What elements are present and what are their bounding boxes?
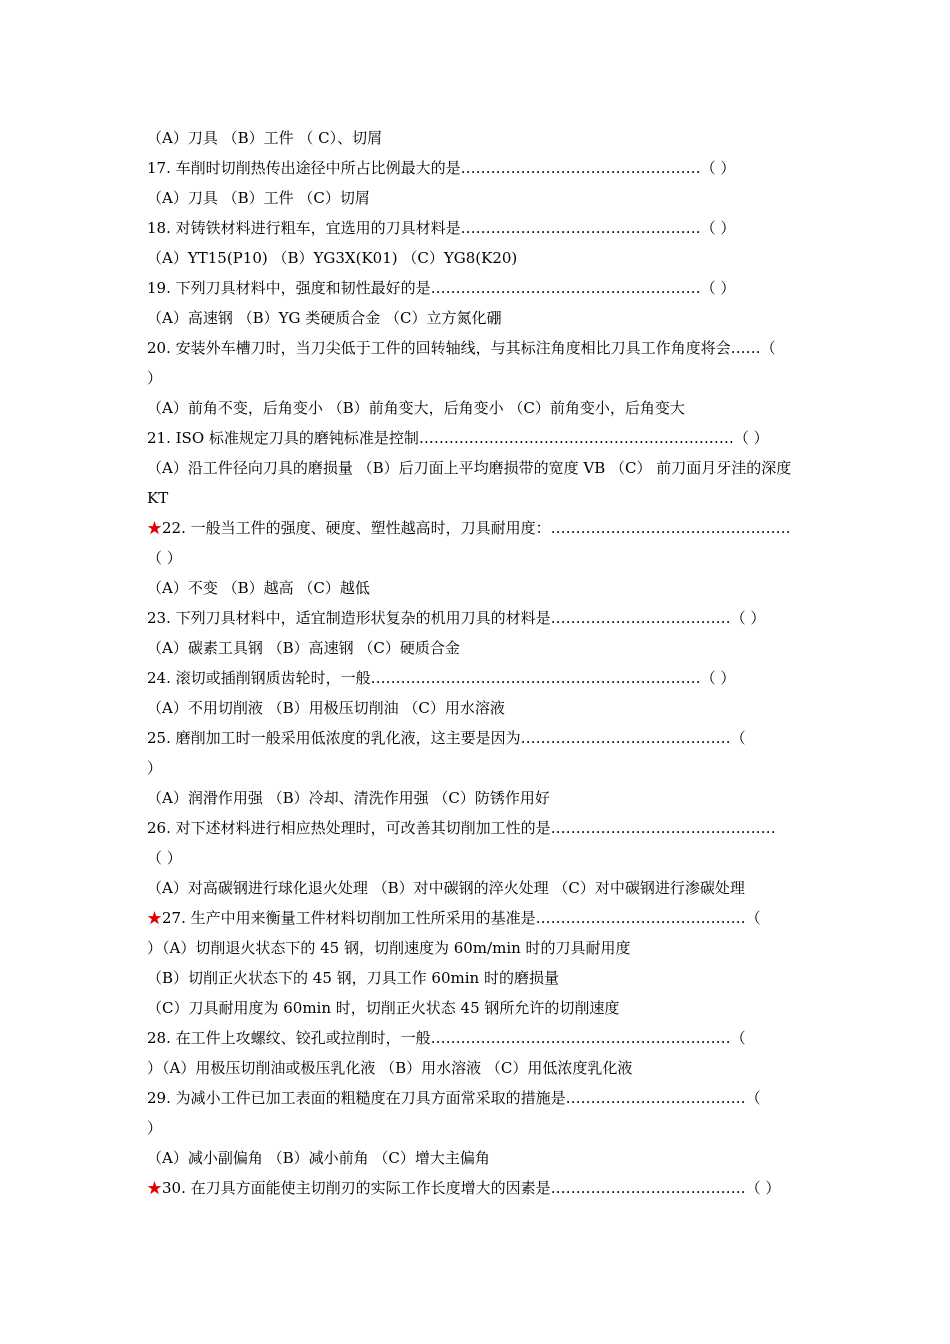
text-line bbox=[147, 398, 859, 418]
line-text: 26. 对下述材料进行相应热处理时，可改善其切削加工性的是……………………………………… bbox=[147, 819, 776, 837]
line-text: 21. ISO 标准规定刀具的磨钝标准是控制………………………………………………………（ ） bbox=[147, 429, 769, 447]
line-text: 28. 在工件上攻螺纹、铰孔或拉削时，一般……………………………………………………（ bbox=[147, 1029, 746, 1047]
line-text: （A）刀具 （B）工件 （C）切屑 bbox=[147, 189, 370, 207]
text-line bbox=[147, 848, 859, 868]
text-line bbox=[147, 1178, 859, 1198]
text-line bbox=[147, 578, 859, 598]
text-line bbox=[147, 158, 859, 178]
line-text: 18. 对铸铁材料进行粗车，宜选用的刀具材料是…………………………………………（ ） bbox=[147, 219, 736, 237]
line-text: 24. 滚切或插削钢质齿轮时，一般…………………………………………………………（ ） bbox=[147, 669, 736, 687]
text-line bbox=[147, 548, 859, 568]
line-text: ）（A）切削退火状态下的 45 钢，切削速度为 60m/min 时的刀具耐用度 bbox=[147, 939, 631, 957]
line-text: 20. 安装外车槽刀时，当刀尖低于工件的回转轴线，与其标注角度相比刀具工作角度将会……（ bbox=[147, 339, 776, 357]
line-text: （ ） bbox=[147, 549, 182, 567]
text-line bbox=[147, 1058, 859, 1078]
text-line bbox=[147, 818, 859, 838]
text-line bbox=[147, 1028, 859, 1048]
line-text: （B）切削正火状态下的 45 钢，刀具工作 60min 时的磨损量 bbox=[147, 969, 559, 987]
line-text: （A）YT15(P10) （B）YG3X(K01) （C）YG8(K20) bbox=[147, 249, 518, 267]
text-line bbox=[147, 788, 859, 808]
line-text: 29. 为减小工件已加工表面的粗糙度在刀具方面常采取的措施是………………………………（ bbox=[147, 1089, 761, 1107]
line-text: （A）润滑作用强 （B）冷却、清洗作用强 （C）防锈作用好 bbox=[147, 789, 550, 807]
text-line bbox=[147, 938, 859, 958]
text-line bbox=[147, 218, 859, 238]
line-text: ） bbox=[147, 369, 163, 387]
text-line bbox=[147, 458, 859, 478]
text-line bbox=[147, 698, 859, 718]
line-text: 23. 下列刀具材料中，适宜制造形状复杂的机用刀具的材料是………………………………（ ） bbox=[147, 609, 766, 627]
text-line bbox=[147, 338, 859, 358]
line-text: （ ） bbox=[147, 849, 182, 867]
line-text: 27. 生产中用来衡量工件材料切削加工性所采用的基准是……………………………………（ bbox=[162, 909, 761, 927]
line-text: （C）刀具耐用度为 60min 时，切削正火状态 45 钢所允许的切削速度 bbox=[147, 999, 620, 1017]
line-text: 30. 在刀具方面能使主切削刃的实际工作长度增大的因素是…………………………………（ ） bbox=[162, 1179, 781, 1197]
line-text: （A）对高碳钢进行球化退火处理 （B）对中碳钢的淬火处理 （C）对中碳钢进行渗碳处理 bbox=[147, 879, 745, 897]
text-line bbox=[147, 1118, 859, 1138]
line-text: （A）不变 （B）越高 （C）越低 bbox=[147, 579, 370, 597]
star-icon: ★ bbox=[147, 1179, 163, 1197]
line-text: 19. 下列刀具材料中，强度和韧性最好的是………………………………………………（ ） bbox=[147, 279, 736, 297]
text-line bbox=[147, 308, 859, 328]
text-line bbox=[147, 248, 859, 268]
line-text: （A）沿工件径向刀具的磨损量 （B）后刀面上平均磨损带的宽度 VB （C） 前刀面月牙洼的深度 bbox=[147, 459, 792, 477]
text-line bbox=[147, 428, 859, 448]
line-text: ） bbox=[147, 759, 163, 777]
text-line bbox=[147, 128, 859, 148]
star-icon: ★ bbox=[147, 519, 163, 537]
line-text: 25. 磨削加工时一般采用低浓度的乳化液，这主要是因为……………………………………（ bbox=[147, 729, 746, 747]
line-text: ）（A）用极压切削油或极压乳化液 （B）用水溶液 （C）用低浓度乳化液 bbox=[147, 1059, 633, 1077]
text-line bbox=[147, 518, 859, 538]
line-text: （A）减小副偏角 （B）减小前角 （C）增大主偏角 bbox=[147, 1149, 490, 1167]
text-line bbox=[147, 488, 859, 508]
text-line bbox=[147, 608, 859, 628]
text-line bbox=[147, 1148, 859, 1168]
text-line bbox=[147, 638, 859, 658]
text-line bbox=[147, 908, 859, 928]
text-line bbox=[147, 758, 859, 778]
text-line bbox=[147, 368, 859, 388]
line-text: （A）碳素工具钢 （B）高速钢 （C）硬质合金 bbox=[147, 639, 460, 657]
text-line bbox=[147, 188, 859, 208]
text-line bbox=[147, 998, 859, 1018]
text-line bbox=[147, 878, 859, 898]
line-text: 22. 一般当工件的强度、硬度、塑性越高时，刀具耐用度：………………………………………… bbox=[162, 519, 791, 537]
line-text: 17. 车削时切削热传出途径中所占比例最大的是…………………………………………（ ） bbox=[147, 159, 736, 177]
line-text: ） bbox=[147, 1119, 163, 1137]
line-text: （A）高速钢 （B）YG 类硬质合金 （C）立方氮化硼 bbox=[147, 309, 502, 327]
text-line bbox=[147, 278, 859, 298]
text-line bbox=[147, 728, 859, 748]
line-text: KT bbox=[147, 489, 169, 507]
line-text: （A）前角不变，后角变小 （B）前角变大，后角变小 （C）前角变小，后角变大 bbox=[147, 399, 685, 417]
text-line bbox=[147, 968, 859, 988]
star-icon: ★ bbox=[147, 909, 163, 927]
text-line bbox=[147, 1088, 859, 1108]
line-text: （A）不用切削液 （B）用极压切削油 （C）用水溶液 bbox=[147, 699, 505, 717]
text-line bbox=[147, 668, 859, 688]
line-text: （A）刀具 （B）工件 （ C）、切屑 bbox=[147, 129, 383, 147]
